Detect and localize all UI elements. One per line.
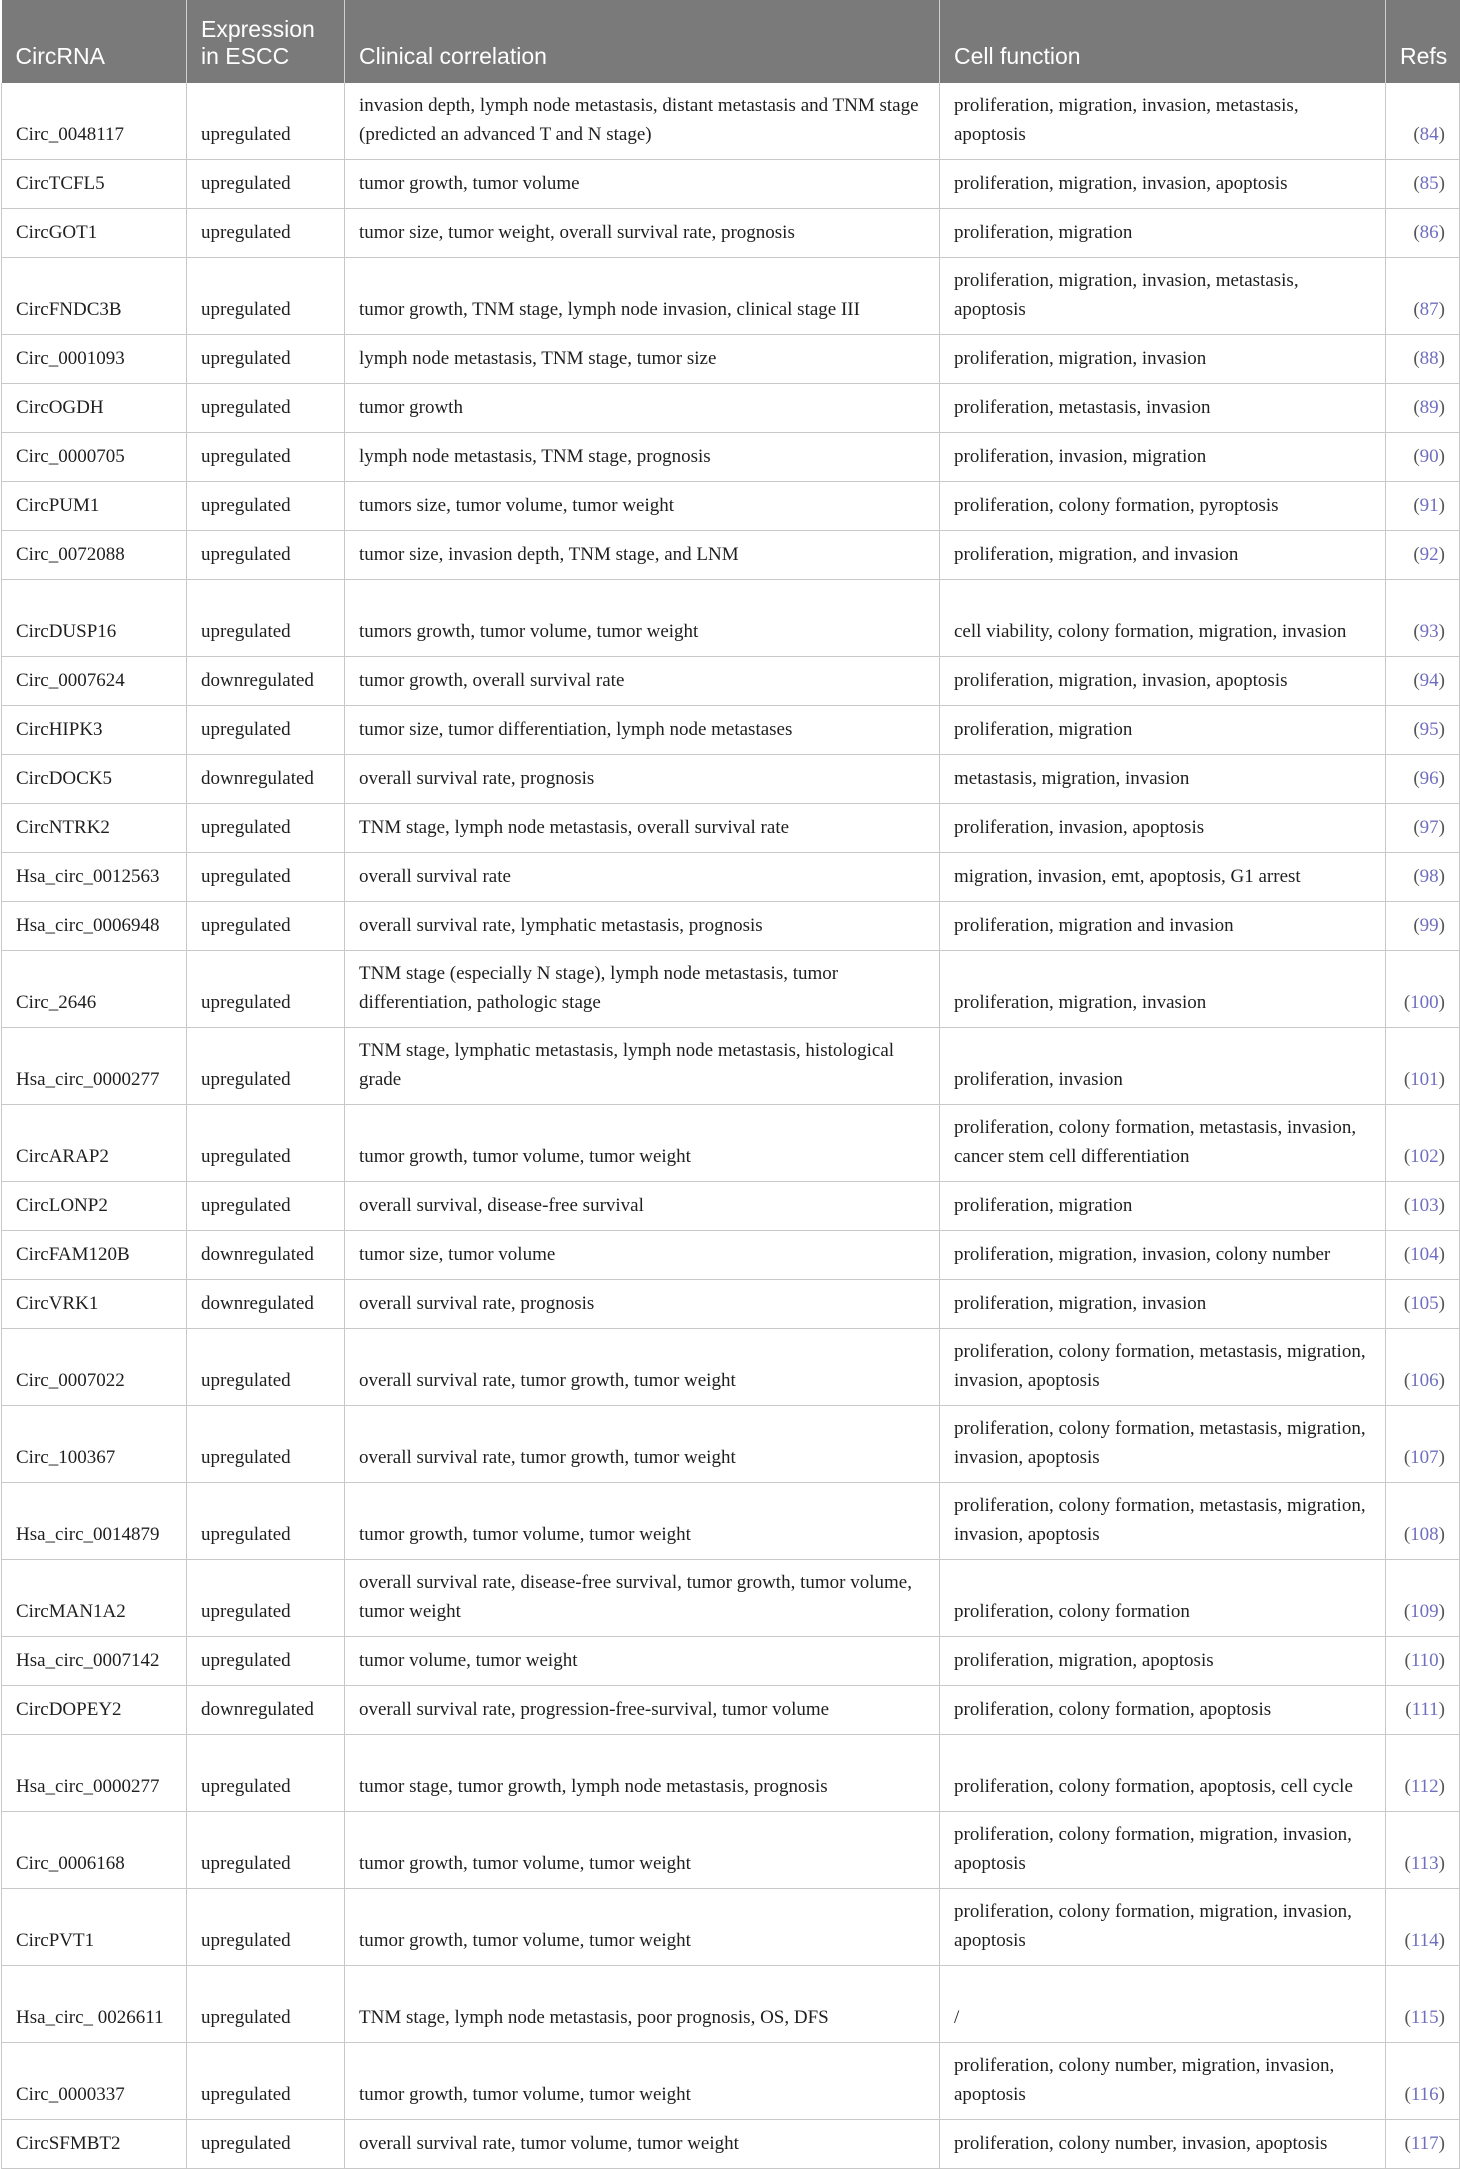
cell-ref: (110)	[1386, 1637, 1460, 1686]
table-row	[2, 433, 1460, 482]
ref-link[interactable]: 108	[1410, 1524, 1439, 1545]
cell-clinical-correlation: TNM stage, lymphatic metastasis, lymph node metastasis, histological grade	[345, 1028, 940, 1105]
cell-function: proliferation, migration	[940, 706, 1386, 755]
cell-ref: (113)	[1386, 1812, 1460, 1889]
cell-circrna: CircHIPK3	[2, 706, 187, 755]
ref-link[interactable]: 94	[1419, 670, 1439, 691]
cell-expression: upregulated	[187, 83, 345, 160]
cell-clinical-correlation: tumor size, invasion depth, TNM stage, and LNM	[345, 531, 940, 580]
cell-clinical-correlation: tumor growth, tumor volume	[345, 160, 940, 209]
cell-function: proliferation, colony formation, migration, invasion, apoptosis	[940, 1889, 1386, 1966]
cell-expression: upregulated	[187, 258, 345, 335]
cell-clinical-correlation: TNM stage (especially N stage), lymph node metastasis, tumor differentiation, pathologic stage	[345, 951, 940, 1028]
cell-circrna: CircGOT1	[2, 209, 187, 258]
cell-expression: upregulated	[187, 1966, 345, 2043]
cell-function: migration, invasion, emt, apoptosis, G1 arrest	[940, 853, 1386, 902]
cell-clinical-correlation: overall survival rate, tumor growth, tumor weight	[345, 1406, 940, 1483]
ref-link[interactable]: 99	[1419, 915, 1439, 936]
cell-clinical-correlation: lymph node metastasis, TNM stage, tumor size	[345, 335, 940, 384]
cell-ref: (99)	[1386, 902, 1460, 951]
cell-expression: upregulated	[187, 1406, 345, 1483]
cell-function: proliferation, colony formation, metastasis, invasion, cancer stem cell differentiation	[940, 1105, 1386, 1182]
cell-function: proliferation, migration	[940, 209, 1386, 258]
cell-ref: (115)	[1386, 1966, 1460, 2043]
table-row	[2, 1028, 1460, 1105]
cell-expression: upregulated	[187, 706, 345, 755]
ref-link[interactable]: 107	[1410, 1447, 1439, 1468]
ref-link[interactable]: 102	[1410, 1146, 1439, 1167]
table-row	[2, 1812, 1460, 1889]
cell-function: proliferation, colony formation, metastasis, migration, invasion, apoptosis	[940, 1406, 1386, 1483]
ref-link[interactable]: 100	[1410, 992, 1439, 1013]
cell-ref: (95)	[1386, 706, 1460, 755]
table-row	[2, 335, 1460, 384]
cell-clinical-correlation: overall survival rate	[345, 853, 940, 902]
cell-ref: (105)	[1386, 1280, 1460, 1329]
cell-circrna: CircSFMBT2	[2, 2120, 187, 2169]
ref-link[interactable]: 113	[1410, 1853, 1439, 1874]
cell-function: proliferation, migration, apoptosis	[940, 1637, 1386, 1686]
cell-ref: (100)	[1386, 951, 1460, 1028]
cell-function: proliferation, colony number, invasion, apoptosis	[940, 2120, 1386, 2169]
ref-link[interactable]: 112	[1410, 1776, 1439, 1797]
cell-clinical-correlation: TNM stage, lymph node metastasis, poor prognosis, OS, DFS	[345, 1966, 940, 2043]
ref-link[interactable]: 104	[1410, 1244, 1439, 1265]
cell-function: proliferation, colony formation, metastasis, migration, invasion, apoptosis	[940, 1483, 1386, 1560]
cell-expression: downregulated	[187, 657, 345, 706]
table-row	[2, 1637, 1460, 1686]
cell-circrna: Hsa_circ_0014879	[2, 1483, 187, 1560]
cell-clinical-correlation: tumor growth	[345, 384, 940, 433]
table-row	[2, 1483, 1460, 1560]
cell-function: proliferation, colony formation, pyroptosis	[940, 482, 1386, 531]
cell-ref: (91)	[1386, 482, 1460, 531]
table-row	[2, 209, 1460, 258]
ref-link[interactable]: 86	[1419, 222, 1439, 243]
table-row	[2, 2043, 1460, 2120]
cell-ref: (96)	[1386, 755, 1460, 804]
cell-circrna: Circ_100367	[2, 1406, 187, 1483]
ref-link[interactable]: 95	[1419, 719, 1439, 740]
ref-link[interactable]: 117	[1410, 2133, 1439, 2154]
cell-function: proliferation, migration, invasion	[940, 951, 1386, 1028]
cell-function: proliferation, invasion, apoptosis	[940, 804, 1386, 853]
cell-function: proliferation, colony formation	[940, 1560, 1386, 1637]
ref-link[interactable]: 106	[1410, 1370, 1439, 1391]
cell-function: proliferation, colony number, migration, invasion, apoptosis	[940, 2043, 1386, 2120]
cell-expression: upregulated	[187, 433, 345, 482]
cell-ref: (98)	[1386, 853, 1460, 902]
cell-ref: (85)	[1386, 160, 1460, 209]
cell-function: proliferation, migration, and invasion	[940, 531, 1386, 580]
cell-function: cell viability, colony formation, migration, invasion	[940, 580, 1386, 657]
header-cell-function: Cell function	[940, 0, 1386, 83]
cell-expression: upregulated	[187, 482, 345, 531]
ref-link[interactable]: 101	[1410, 1069, 1439, 1090]
cell-expression: upregulated	[187, 902, 345, 951]
cell-clinical-correlation: tumor growth, tumor volume, tumor weight	[345, 1812, 940, 1889]
cell-circrna: CircOGDH	[2, 384, 187, 433]
table-row	[2, 1406, 1460, 1483]
table-row	[2, 1560, 1460, 1637]
cell-circrna: CircLONP2	[2, 1182, 187, 1231]
cell-clinical-correlation: tumor growth, tumor volume, tumor weight	[345, 2043, 940, 2120]
cell-function: /	[940, 1966, 1386, 2043]
cell-clinical-correlation: tumor stage, tumor growth, lymph node metastasis, prognosis	[345, 1735, 940, 1812]
cell-clinical-correlation: overall survival rate, tumor volume, tumor weight	[345, 2120, 940, 2169]
table-row	[2, 1182, 1460, 1231]
cell-ref: (112)	[1386, 1735, 1460, 1812]
ref-link[interactable]: 96	[1419, 768, 1439, 789]
ref-link[interactable]: 115	[1410, 2007, 1439, 2028]
cell-ref: (97)	[1386, 804, 1460, 853]
cell-function: proliferation, colony formation, apoptosis, cell cycle	[940, 1735, 1386, 1812]
cell-expression: upregulated	[187, 2043, 345, 2120]
ref-link[interactable]: 93	[1419, 621, 1439, 642]
cell-expression: upregulated	[187, 1028, 345, 1105]
cell-ref: (102)	[1386, 1105, 1460, 1182]
cell-circrna: CircDOPEY2	[2, 1686, 187, 1735]
cell-clinical-correlation: tumor growth, tumor volume, tumor weight	[345, 1105, 940, 1182]
cell-function: proliferation, migration, invasion, apoptosis	[940, 657, 1386, 706]
cell-clinical-correlation: overall survival rate, prognosis	[345, 1280, 940, 1329]
header-row	[2, 0, 1460, 83]
cell-expression: upregulated	[187, 384, 345, 433]
cell-ref: (117)	[1386, 2120, 1460, 2169]
header-circrna: CircRNA	[2, 0, 187, 83]
cell-ref: (111)	[1386, 1686, 1460, 1735]
cell-circrna: Hsa_circ_0000277	[2, 1735, 187, 1812]
ref-link[interactable]: 110	[1410, 1650, 1439, 1671]
ref-link[interactable]: 103	[1410, 1195, 1439, 1216]
cell-ref: (114)	[1386, 1889, 1460, 1966]
table-row	[2, 853, 1460, 902]
cell-circrna: Circ_0000337	[2, 2043, 187, 2120]
ref-link[interactable]: 89	[1419, 397, 1439, 418]
table-row	[2, 1966, 1460, 2043]
cell-circrna: CircDUSP16	[2, 580, 187, 657]
cell-clinical-correlation: overall survival rate, progression-free-survival, tumor volume	[345, 1686, 940, 1735]
table-row	[2, 1329, 1460, 1406]
table-row	[2, 384, 1460, 433]
table-body	[2, 83, 1460, 2169]
cell-function: proliferation, migration, invasion	[940, 1280, 1386, 1329]
cell-expression: upregulated	[187, 1889, 345, 1966]
cell-clinical-correlation: tumors size, tumor volume, tumor weight	[345, 482, 940, 531]
cell-circrna: Hsa_circ_ 0026611	[2, 1966, 187, 2043]
table-row	[2, 657, 1460, 706]
cell-expression: upregulated	[187, 580, 345, 657]
ref-link[interactable]: 98	[1419, 866, 1439, 887]
cell-expression: upregulated	[187, 951, 345, 1028]
table-row	[2, 580, 1460, 657]
cell-clinical-correlation: tumors growth, tumor volume, tumor weight	[345, 580, 940, 657]
cell-expression: downregulated	[187, 1231, 345, 1280]
cell-expression: upregulated	[187, 160, 345, 209]
cell-expression: upregulated	[187, 2120, 345, 2169]
table-row	[2, 902, 1460, 951]
cell-ref: (86)	[1386, 209, 1460, 258]
ref-link[interactable]: 109	[1410, 1601, 1439, 1622]
cell-function: proliferation, invasion	[940, 1028, 1386, 1105]
cell-circrna: Circ_0006168	[2, 1812, 187, 1889]
cell-ref: (94)	[1386, 657, 1460, 706]
cell-clinical-correlation: overall survival rate, disease-free survival, tumor growth, tumor volume, tumor weight	[345, 1560, 940, 1637]
table-row	[2, 706, 1460, 755]
table-row	[2, 2120, 1460, 2169]
cell-expression: upregulated	[187, 1812, 345, 1889]
table-row	[2, 531, 1460, 580]
cell-expression: upregulated	[187, 1637, 345, 1686]
cell-circrna: CircFNDC3B	[2, 258, 187, 335]
table-row	[2, 258, 1460, 335]
ref-link[interactable]: 88	[1419, 348, 1439, 369]
table-row	[2, 1889, 1460, 1966]
ref-link[interactable]: 85	[1419, 173, 1439, 194]
header-clinical-correlation: Clinical correlation	[345, 0, 940, 83]
ref-link[interactable]: 114	[1410, 1930, 1439, 1951]
cell-circrna: CircPVT1	[2, 1889, 187, 1966]
cell-ref: (92)	[1386, 531, 1460, 580]
cell-ref: (107)	[1386, 1406, 1460, 1483]
cell-function: proliferation, migration, invasion, metastasis, apoptosis	[940, 83, 1386, 160]
cell-circrna: Circ_0072088	[2, 531, 187, 580]
table-row	[2, 1686, 1460, 1735]
ref-link[interactable]: 105	[1410, 1293, 1439, 1314]
ref-link[interactable]: 92	[1419, 544, 1439, 565]
header-expression: Expression in ESCC	[187, 0, 345, 83]
cell-circrna: Circ_0048117	[2, 83, 187, 160]
cell-ref: (87)	[1386, 258, 1460, 335]
cell-clinical-correlation: invasion depth, lymph node metastasis, distant metastasis and TNM stage (predicted an advanced T and N stage)	[345, 83, 940, 160]
cell-ref: (89)	[1386, 384, 1460, 433]
table-row	[2, 1105, 1460, 1182]
cell-function: proliferation, invasion, migration	[940, 433, 1386, 482]
ref-link[interactable]: 87	[1419, 299, 1439, 320]
cell-function: metastasis, migration, invasion	[940, 755, 1386, 804]
ref-link[interactable]: 91	[1419, 495, 1439, 516]
cell-ref: (116)	[1386, 2043, 1460, 2120]
circrna-table	[1, 0, 1460, 2169]
cell-expression: downregulated	[187, 755, 345, 804]
cell-function: proliferation, migration, invasion, colony number	[940, 1231, 1386, 1280]
cell-circrna: CircTCFL5	[2, 160, 187, 209]
cell-ref: (109)	[1386, 1560, 1460, 1637]
cell-ref: (101)	[1386, 1028, 1460, 1105]
table-header	[2, 0, 1460, 83]
cell-clinical-correlation: tumor size, tumor volume	[345, 1231, 940, 1280]
table-row	[2, 482, 1460, 531]
cell-circrna: CircFAM120B	[2, 1231, 187, 1280]
ref-link[interactable]: 97	[1419, 817, 1439, 838]
cell-function: proliferation, migration, invasion, metastasis, apoptosis	[940, 258, 1386, 335]
cell-circrna: CircMAN1A2	[2, 1560, 187, 1637]
cell-function: proliferation, metastasis, invasion	[940, 384, 1386, 433]
cell-function: proliferation, migration and invasion	[940, 902, 1386, 951]
cell-circrna: Hsa_circ_0000277	[2, 1028, 187, 1105]
cell-clinical-correlation: overall survival, disease-free survival	[345, 1182, 940, 1231]
cell-expression: upregulated	[187, 1483, 345, 1560]
cell-ref: (84)	[1386, 83, 1460, 160]
cell-circrna: CircARAP2	[2, 1105, 187, 1182]
table-row	[2, 160, 1460, 209]
ref-link[interactable]: 111	[1411, 1699, 1439, 1720]
cell-expression: downregulated	[187, 1280, 345, 1329]
ref-link[interactable]: 116	[1410, 2084, 1439, 2105]
cell-ref: (108)	[1386, 1483, 1460, 1560]
cell-clinical-correlation: overall survival rate, lymphatic metastasis, prognosis	[345, 902, 940, 951]
cell-circrna: Circ_2646	[2, 951, 187, 1028]
cell-circrna: Hsa_circ_0006948	[2, 902, 187, 951]
cell-expression: upregulated	[187, 1182, 345, 1231]
table-row	[2, 755, 1460, 804]
cell-clinical-correlation: TNM stage, lymph node metastasis, overall survival rate	[345, 804, 940, 853]
cell-clinical-correlation: tumor growth, overall survival rate	[345, 657, 940, 706]
cell-clinical-correlation: lymph node metastasis, TNM stage, prognosis	[345, 433, 940, 482]
cell-expression: upregulated	[187, 531, 345, 580]
cell-clinical-correlation: overall survival rate, prognosis	[345, 755, 940, 804]
cell-function: proliferation, colony formation, apoptosis	[940, 1686, 1386, 1735]
cell-expression: upregulated	[187, 853, 345, 902]
cell-circrna: Circ_0000705	[2, 433, 187, 482]
cell-circrna: Circ_0001093	[2, 335, 187, 384]
table-row	[2, 83, 1460, 160]
cell-clinical-correlation: tumor growth, TNM stage, lymph node invasion, clinical stage III	[345, 258, 940, 335]
cell-clinical-correlation: tumor size, tumor differentiation, lymph node metastases	[345, 706, 940, 755]
cell-circrna: Hsa_circ_0007142	[2, 1637, 187, 1686]
ref-link[interactable]: 84	[1419, 124, 1439, 145]
cell-function: proliferation, migration, invasion, apoptosis	[940, 160, 1386, 209]
header-refs: Refs	[1386, 0, 1460, 83]
table-row	[2, 951, 1460, 1028]
cell-function: proliferation, migration, invasion	[940, 335, 1386, 384]
cell-circrna: Hsa_circ_0012563	[2, 853, 187, 902]
cell-expression: upregulated	[187, 1735, 345, 1812]
cell-clinical-correlation: tumor volume, tumor weight	[345, 1637, 940, 1686]
cell-ref: (106)	[1386, 1329, 1460, 1406]
cell-function: proliferation, colony formation, migration, invasion, apoptosis	[940, 1812, 1386, 1889]
cell-clinical-correlation: tumor size, tumor weight, overall survival rate, prognosis	[345, 209, 940, 258]
cell-expression: upregulated	[187, 1329, 345, 1406]
cell-function: proliferation, colony formation, metastasis, migration, invasion, apoptosis	[940, 1329, 1386, 1406]
cell-ref: (93)	[1386, 580, 1460, 657]
cell-circrna: Circ_0007022	[2, 1329, 187, 1406]
cell-ref: (90)	[1386, 433, 1460, 482]
cell-ref: (104)	[1386, 1231, 1460, 1280]
cell-circrna: CircPUM1	[2, 482, 187, 531]
cell-circrna: CircNTRK2	[2, 804, 187, 853]
cell-circrna: CircVRK1	[2, 1280, 187, 1329]
cell-function: proliferation, migration	[940, 1182, 1386, 1231]
cell-circrna: Circ_0007624	[2, 657, 187, 706]
cell-expression: upregulated	[187, 1560, 345, 1637]
cell-clinical-correlation: tumor growth, tumor volume, tumor weight	[345, 1889, 940, 1966]
table-row	[2, 1735, 1460, 1812]
table-row	[2, 804, 1460, 853]
cell-expression: upregulated	[187, 804, 345, 853]
ref-link[interactable]: 90	[1419, 446, 1439, 467]
cell-ref: (103)	[1386, 1182, 1460, 1231]
cell-expression: upregulated	[187, 335, 345, 384]
table-row	[2, 1231, 1460, 1280]
cell-clinical-correlation: overall survival rate, tumor growth, tumor weight	[345, 1329, 940, 1406]
cell-expression: downregulated	[187, 1686, 345, 1735]
cell-expression: upregulated	[187, 1105, 345, 1182]
table-row	[2, 1280, 1460, 1329]
cell-circrna: CircDOCK5	[2, 755, 187, 804]
cell-expression: upregulated	[187, 209, 345, 258]
cell-ref: (88)	[1386, 335, 1460, 384]
cell-clinical-correlation: tumor growth, tumor volume, tumor weight	[345, 1483, 940, 1560]
